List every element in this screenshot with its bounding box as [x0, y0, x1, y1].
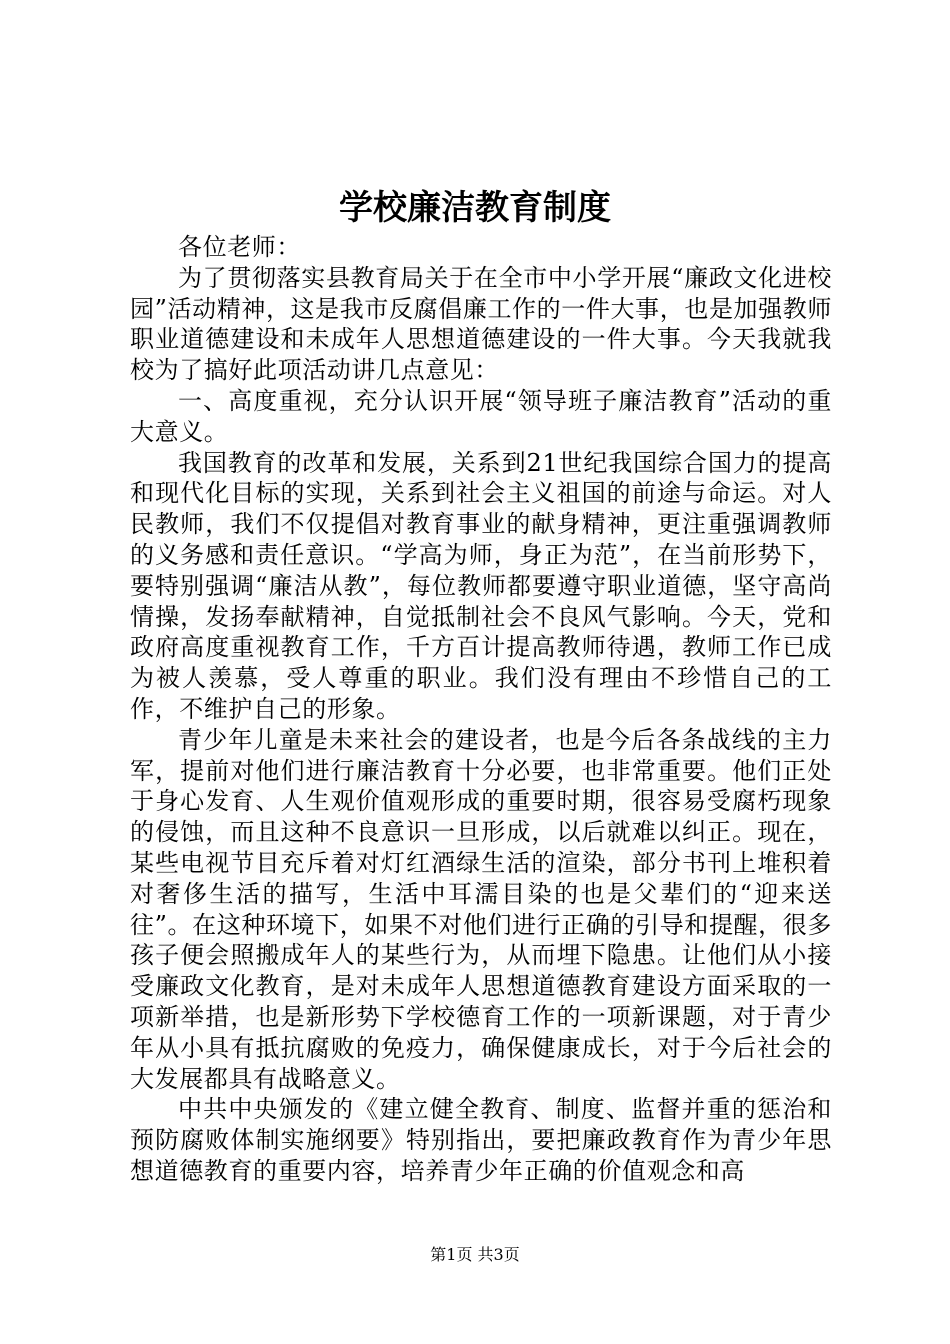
document-body	[130, 232, 832, 1187]
paragraph-salutation: 各位老师：	[178, 233, 301, 261]
paragraph-education-reform: 我国教育的改革和发展，关系到21世纪我国综合国力的提高和现代化目标的实现，关系到社会主义祖国的前途与命运。对人民教师，我们不仅提倡对教育事业的献身精神，更注重强调教师的义务感和责任意识。“学高为师，身正为范”，在当前形势下，要特别强调“廉洁从教”，每位教师都要遵守职业道德，坚守高尚情操，发扬奉献精神，自觉抵制社会不良风气影响。今天，党和政府高度重视教育工作，千方百计提高教师待遇，教师工作已成为被人羡慕，受人尊重的职业。我们没有理由不珍惜自己的工作，不维护自己的形象。	[130, 448, 832, 723]
document-title: 学校廉洁教育制度	[339, 188, 611, 228]
page-footer: 第1页 共3页	[430, 1245, 520, 1264]
paragraph-central-committee: 中共中央颁发的《建立健全教育、制度、监督并重的惩治和预防腐败体制实施纲要》特别指出，要把廉政教育作为青少年思想道德教育的重要内容，培养青少年正确的价值观念和高	[130, 1095, 832, 1185]
paragraph-intro: 为了贯彻落实县教育局关于在全市中小学开展“廉政文化进校园”活动精神，这是我市反腐倡廉工作的一件大事，也是加强教师职业道德建设和未成年人思想道德建设的一件大事。今天我就我校为了搞好此项活动讲几点意见：	[130, 263, 832, 385]
paragraph-youth: 青少年儿童是未来社会的建设者，也是今后各条战线的主力军，提前对他们进行廉洁教育十分必要，也非常重要。他们正处于身心发育、人生观价值观形成的重要时期，很容易受腐朽现象的侵蚀，而且这种不良意识一旦形成，以后就难以纠正。现在，某些电视节目充斥着对灯红酒绿生活的渲染，部分书刊上堆积着对奢侈生活的描写，生活中耳濡目染的也是父辈们的“迎来送往”。在这种环境下，如果不对他们进行正确的引导和提醒，很多孩子便会照搬成年人的某些行为，从而埋下隐患。让他们从小接受廉政文化教育，是对未成年人思想道德教育建设方面采取的一项新举措，也是新形势下学校德育工作的一项新课题，对于青少年从小具有抵抗腐败的免疫力，确保健康成长，对于今后社会的大发展都具有战略意义。	[130, 725, 832, 1093]
paragraph-section-heading: 一、高度重视，充分认识开展“领导班子廉洁教育”活动的重大意义。	[130, 386, 832, 446]
